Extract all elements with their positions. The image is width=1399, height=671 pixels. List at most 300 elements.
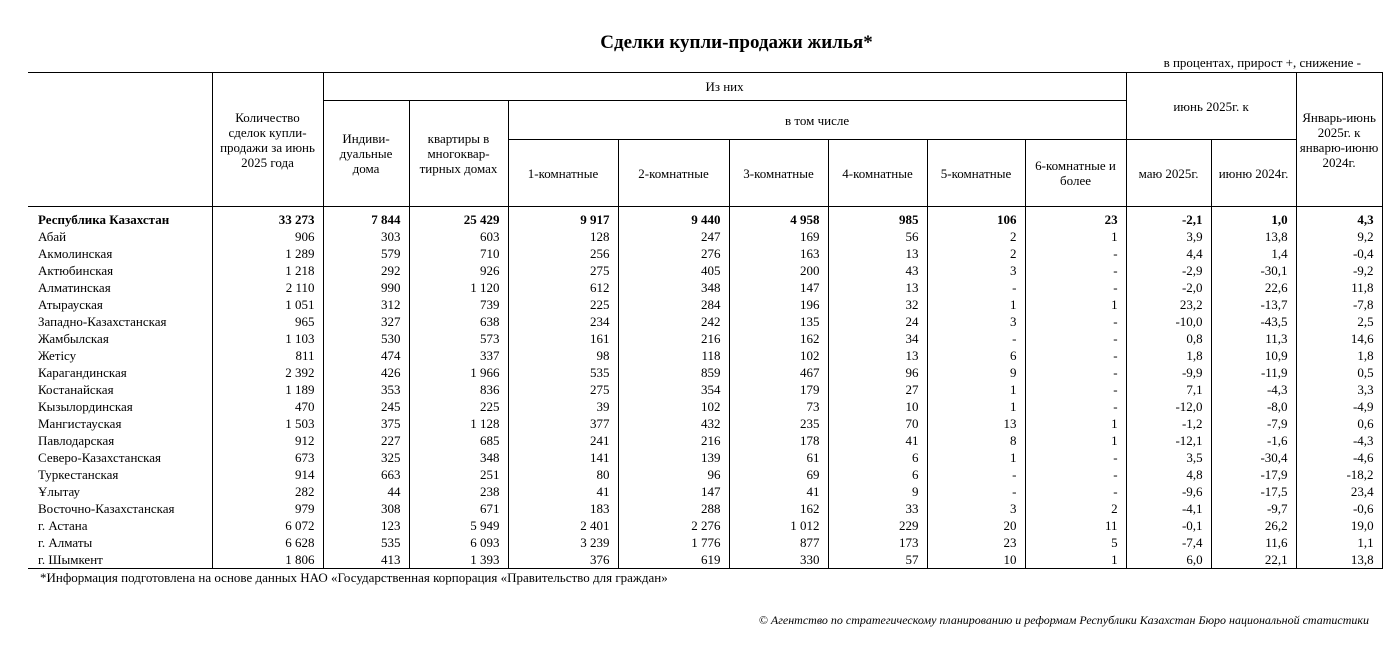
table-row <box>28 262 1382 279</box>
table-cell: 673 <box>212 449 323 466</box>
table-cell: - <box>1025 364 1126 381</box>
table-cell: 14,6 <box>1296 330 1382 347</box>
table-cell: 906 <box>212 228 323 245</box>
table-cell: 2 401 <box>508 517 618 534</box>
region-name: Республика Казахстан <box>28 207 212 229</box>
table-cell: 0,5 <box>1296 364 1382 381</box>
table-cell: 225 <box>508 296 618 313</box>
table-cell: 9 <box>828 483 927 500</box>
table-cell: -8,0 <box>1211 398 1296 415</box>
table-cell: 10,9 <box>1211 347 1296 364</box>
page-title: Сделки купли-продажи жилья* <box>600 32 873 53</box>
table-cell: 376 <box>508 551 618 569</box>
header-of-them: Из них <box>323 73 1126 101</box>
header-rooms-2: 2-комнатные <box>618 140 729 207</box>
table-cell: 0,6 <box>1296 415 1382 432</box>
table-cell: -4,1 <box>1126 500 1211 517</box>
table-cell: - <box>927 330 1025 347</box>
header-apartments: квартиры в многоквар-тирных домах <box>409 101 508 207</box>
header-rooms-4: 4-комнатные <box>828 140 927 207</box>
table-cell: 535 <box>323 534 409 551</box>
table-cell: 5 949 <box>409 517 508 534</box>
table-cell: 229 <box>828 517 927 534</box>
table-cell: 24 <box>828 313 927 330</box>
table-cell: -17,5 <box>1211 483 1296 500</box>
table-cell: 685 <box>409 432 508 449</box>
table-cell: 141 <box>508 449 618 466</box>
table-cell: -1,6 <box>1211 432 1296 449</box>
table-cell: -9,6 <box>1126 483 1211 500</box>
region-name: Актюбинская <box>28 262 212 279</box>
table-cell: 242 <box>618 313 729 330</box>
table-cell: 69 <box>729 466 828 483</box>
table-cell: 6 <box>828 466 927 483</box>
header-jan-jun: Январь-июнь 2025г. к январю-июню 2024г. <box>1296 73 1382 207</box>
table-row <box>28 551 1382 569</box>
table-cell: 26,2 <box>1211 517 1296 534</box>
table-cell: 284 <box>618 296 729 313</box>
table-cell: - <box>1025 398 1126 415</box>
table-cell: 619 <box>618 551 729 569</box>
table-cell: 282 <box>212 483 323 500</box>
table-cell: -0,6 <box>1296 500 1382 517</box>
table-cell: - <box>1025 313 1126 330</box>
table-cell: 13 <box>828 347 927 364</box>
table-cell: 123 <box>323 517 409 534</box>
table-cell: 106 <box>927 207 1025 229</box>
table-cell: 914 <box>212 466 323 483</box>
table-cell: 43 <box>828 262 927 279</box>
table-cell: -4,3 <box>1296 432 1382 449</box>
table-cell: 348 <box>618 279 729 296</box>
table-cell: 3 <box>927 500 1025 517</box>
table-cell: 288 <box>618 500 729 517</box>
region-header-cell <box>28 73 212 207</box>
table-cell: 836 <box>409 381 508 398</box>
table-cell: 1 966 <box>409 364 508 381</box>
table-cell: 96 <box>828 364 927 381</box>
table-cell: 247 <box>618 228 729 245</box>
table-cell: 470 <box>212 398 323 415</box>
table-cell: 39 <box>508 398 618 415</box>
table-cell: 216 <box>618 432 729 449</box>
table-cell: 169 <box>729 228 828 245</box>
table-cell: 1 <box>927 449 1025 466</box>
table-cell: 1 120 <box>409 279 508 296</box>
table-cell: 638 <box>409 313 508 330</box>
region-name: Акмолинская <box>28 245 212 262</box>
table-row <box>28 432 1382 449</box>
table-cell: 1 051 <box>212 296 323 313</box>
table-row <box>28 500 1382 517</box>
table-cell: 877 <box>729 534 828 551</box>
table-cell: 1,8 <box>1126 347 1211 364</box>
table-cell: - <box>1025 466 1126 483</box>
table-cell: 225 <box>409 398 508 415</box>
region-name: г. Шымкент <box>28 551 212 569</box>
table-cell: 1 <box>927 296 1025 313</box>
region-name: Атырауская <box>28 296 212 313</box>
region-name: Кызылординская <box>28 398 212 415</box>
table-cell: 9 917 <box>508 207 618 229</box>
table-cell: 135 <box>729 313 828 330</box>
table-cell: 990 <box>323 279 409 296</box>
table-cell: 179 <box>729 381 828 398</box>
table-cell: - <box>1025 483 1126 500</box>
table-cell: 1,8 <box>1296 347 1382 364</box>
table-cell: 1 <box>1025 228 1126 245</box>
table-cell: 612 <box>508 279 618 296</box>
table-cell: 61 <box>729 449 828 466</box>
table-cell: -2,0 <box>1126 279 1211 296</box>
region-name: Жетісу <box>28 347 212 364</box>
table-cell: 1,1 <box>1296 534 1382 551</box>
region-name: Ұлытау <box>28 483 212 500</box>
region-name: Алматинская <box>28 279 212 296</box>
table-cell: 276 <box>618 245 729 262</box>
table-cell: 573 <box>409 330 508 347</box>
table-cell: 147 <box>618 483 729 500</box>
table-cell: 1 776 <box>618 534 729 551</box>
table-cell: 200 <box>729 262 828 279</box>
table-row <box>28 228 1382 245</box>
table-cell: - <box>1025 279 1126 296</box>
table-cell: 245 <box>323 398 409 415</box>
table-cell: -13,7 <box>1211 296 1296 313</box>
header-june-2024: июню 2024г. <box>1211 140 1296 207</box>
table-cell: 11,3 <box>1211 330 1296 347</box>
housing-sales-table <box>28 72 1383 569</box>
table-cell: 4,4 <box>1126 245 1211 262</box>
region-name: Восточно-Казахстанская <box>28 500 212 517</box>
table-cell: - <box>1025 347 1126 364</box>
table-cell: 6 093 <box>409 534 508 551</box>
table-cell: 23 <box>1025 207 1126 229</box>
header-june-to: июнь 2025г. к <box>1126 73 1296 140</box>
table-cell: 2 <box>927 228 1025 245</box>
table-cell: 2 392 <box>212 364 323 381</box>
table-cell: 671 <box>409 500 508 517</box>
table-cell: 32 <box>828 296 927 313</box>
table-cell: 1 103 <box>212 330 323 347</box>
table-cell: 4 958 <box>729 207 828 229</box>
table-cell: 25 429 <box>409 207 508 229</box>
table-cell: 1 218 <box>212 262 323 279</box>
table-cell: 23,2 <box>1126 296 1211 313</box>
table-row <box>28 364 1382 381</box>
table-cell: -17,9 <box>1211 466 1296 483</box>
table-cell: 3,9 <box>1126 228 1211 245</box>
table-cell: 238 <box>409 483 508 500</box>
table-cell: 33 273 <box>212 207 323 229</box>
table-row <box>28 330 1382 347</box>
table-cell: - <box>1025 381 1126 398</box>
table-cell: - <box>1025 262 1126 279</box>
table-row <box>28 296 1382 313</box>
table-cell: 4,8 <box>1126 466 1211 483</box>
table-cell: 11,6 <box>1211 534 1296 551</box>
table-cell: 275 <box>508 262 618 279</box>
table-cell: 183 <box>508 500 618 517</box>
table-cell: 11 <box>1025 517 1126 534</box>
table-cell: 6 072 <box>212 517 323 534</box>
table-cell: -0,1 <box>1126 517 1211 534</box>
header-individual: Индиви-дуальные дома <box>323 101 409 207</box>
region-name: Павлодарская <box>28 432 212 449</box>
table-cell: 405 <box>618 262 729 279</box>
table-cell: 19,0 <box>1296 517 1382 534</box>
table-row <box>28 449 1382 466</box>
table-cell: 308 <box>323 500 409 517</box>
table-cell: 6,0 <box>1126 551 1211 569</box>
table-cell: 1 503 <box>212 415 323 432</box>
region-name: Мангистауская <box>28 415 212 432</box>
table-cell: 80 <box>508 466 618 483</box>
table-cell: 118 <box>618 347 729 364</box>
table-cell: 162 <box>729 500 828 517</box>
table-cell: 13,8 <box>1211 228 1296 245</box>
table-cell: 432 <box>618 415 729 432</box>
table-cell: - <box>927 466 1025 483</box>
table-cell: -4,6 <box>1296 449 1382 466</box>
header-count: Количество сделок купли-продажи за июнь 2025 года <box>212 73 323 207</box>
table-cell: 6 628 <box>212 534 323 551</box>
table-row <box>28 415 1382 432</box>
table-cell: 3 <box>927 313 1025 330</box>
table-cell: 985 <box>828 207 927 229</box>
copyright-note: © Агентство по стратегическому планированию и реформам Республики Казахстан Бюро национальной статистики <box>758 613 1369 627</box>
table-cell: 13,8 <box>1296 551 1382 569</box>
table-cell: -43,5 <box>1211 313 1296 330</box>
table-cell: 275 <box>508 381 618 398</box>
header-rooms-1: 1-комнатные <box>508 140 618 207</box>
region-name: г. Алматы <box>28 534 212 551</box>
table-cell: 2 110 <box>212 279 323 296</box>
table-cell: 41 <box>729 483 828 500</box>
table-cell: -12,0 <box>1126 398 1211 415</box>
table-row <box>28 483 1382 500</box>
header-including: в том числе <box>508 101 1126 140</box>
table-cell: 70 <box>828 415 927 432</box>
table-cell: 11,8 <box>1296 279 1382 296</box>
table-cell: 73 <box>729 398 828 415</box>
table-cell: -12,1 <box>1126 432 1211 449</box>
table-cell: 241 <box>508 432 618 449</box>
table-cell: 4,3 <box>1296 207 1382 229</box>
table-cell: 1,0 <box>1211 207 1296 229</box>
table-cell: 2 276 <box>618 517 729 534</box>
table-cell: 6 <box>828 449 927 466</box>
table-row <box>28 347 1382 364</box>
table-cell: -2,1 <box>1126 207 1211 229</box>
region-name: Западно-Казахстанская <box>28 313 212 330</box>
table-cell: -30,4 <box>1211 449 1296 466</box>
table-cell: 7 844 <box>323 207 409 229</box>
table-cell: -7,4 <box>1126 534 1211 551</box>
region-name: Абай <box>28 228 212 245</box>
table-cell: 1 189 <box>212 381 323 398</box>
table-cell: 912 <box>212 432 323 449</box>
table-cell: 354 <box>618 381 729 398</box>
region-name: Жамбылская <box>28 330 212 347</box>
table-cell: -0,4 <box>1296 245 1382 262</box>
table-cell: 27 <box>828 381 927 398</box>
table-cell: -4,9 <box>1296 398 1382 415</box>
table-cell: 530 <box>323 330 409 347</box>
table-row <box>28 398 1382 415</box>
table-row <box>28 466 1382 483</box>
region-name: Северо-Казахстанская <box>28 449 212 466</box>
table-cell: 235 <box>729 415 828 432</box>
table-cell: 13 <box>927 415 1025 432</box>
table-cell: 710 <box>409 245 508 262</box>
table-cell: 979 <box>212 500 323 517</box>
table-cell: 292 <box>323 262 409 279</box>
table-cell: 603 <box>409 228 508 245</box>
table-cell: 173 <box>828 534 927 551</box>
table-cell: -7,9 <box>1211 415 1296 432</box>
table-cell: 2 <box>927 245 1025 262</box>
table-cell: 10 <box>927 551 1025 569</box>
table-cell: 8 <box>927 432 1025 449</box>
table-cell: 303 <box>323 228 409 245</box>
table-cell: 353 <box>323 381 409 398</box>
table-cell: 1 <box>927 398 1025 415</box>
table-cell: 377 <box>508 415 618 432</box>
region-name: Костанайская <box>28 381 212 398</box>
table-cell: 3 239 <box>508 534 618 551</box>
table-cell: 811 <box>212 347 323 364</box>
table-cell: 348 <box>409 449 508 466</box>
table-cell: -4,3 <box>1211 381 1296 398</box>
table-cell: 965 <box>212 313 323 330</box>
table-cell: 535 <box>508 364 618 381</box>
table-cell: 1 <box>1025 551 1126 569</box>
table-cell: 3,5 <box>1126 449 1211 466</box>
footnote: *Информация подготовлена на основе данных НАО «Государственная корпорация «Правительство для граждан» <box>40 570 668 585</box>
table-row <box>28 517 1382 534</box>
table-cell: 41 <box>508 483 618 500</box>
table-cell: 13 <box>828 279 927 296</box>
table-cell: 162 <box>729 330 828 347</box>
table-cell: 22,1 <box>1211 551 1296 569</box>
table-cell: 0,8 <box>1126 330 1211 347</box>
table-cell: 337 <box>409 347 508 364</box>
table-cell: 196 <box>729 296 828 313</box>
table-cell: 57 <box>828 551 927 569</box>
header-rooms-5: 5-комнатные <box>927 140 1025 207</box>
table-cell: 426 <box>323 364 409 381</box>
table-row <box>28 313 1382 330</box>
table-cell: 9,2 <box>1296 228 1382 245</box>
table-row <box>28 381 1382 398</box>
table-cell: 163 <box>729 245 828 262</box>
table-cell: 227 <box>323 432 409 449</box>
table-cell: 375 <box>323 415 409 432</box>
table-cell: -9,7 <box>1211 500 1296 517</box>
table-cell: 178 <box>729 432 828 449</box>
table-cell: 1,4 <box>1211 245 1296 262</box>
table-cell: 33 <box>828 500 927 517</box>
table-cell: 330 <box>729 551 828 569</box>
table-cell: -10,0 <box>1126 313 1211 330</box>
region-name: Туркестанская <box>28 466 212 483</box>
table-cell: 34 <box>828 330 927 347</box>
table-cell: 251 <box>409 466 508 483</box>
table-cell: 1 806 <box>212 551 323 569</box>
table-row <box>28 245 1382 262</box>
table-row <box>28 279 1382 296</box>
table-cell: 312 <box>323 296 409 313</box>
region-name: Карагандинская <box>28 364 212 381</box>
unit-note: в процентах, прирост +, снижение - <box>1163 55 1361 70</box>
table-cell: 1 393 <box>409 551 508 569</box>
table-cell: 1 128 <box>409 415 508 432</box>
header-rooms-6: 6-комнатные и более <box>1025 140 1126 207</box>
table-cell: 2 <box>1025 500 1126 517</box>
table-cell: 7,1 <box>1126 381 1211 398</box>
table-cell: 128 <box>508 228 618 245</box>
table-cell: 102 <box>618 398 729 415</box>
table-cell: 6 <box>927 347 1025 364</box>
table-cell: -9,2 <box>1296 262 1382 279</box>
table-cell: 256 <box>508 245 618 262</box>
table-cell: 98 <box>508 347 618 364</box>
table-cell: 474 <box>323 347 409 364</box>
table-cell: 216 <box>618 330 729 347</box>
table-cell: -7,8 <box>1296 296 1382 313</box>
table-cell: 739 <box>409 296 508 313</box>
table-cell: 467 <box>729 364 828 381</box>
table-cell: 926 <box>409 262 508 279</box>
table-cell: 56 <box>828 228 927 245</box>
table-cell: 2,5 <box>1296 313 1382 330</box>
table-cell: 1 <box>1025 415 1126 432</box>
table-cell: 9 440 <box>618 207 729 229</box>
table-cell: 1 289 <box>212 245 323 262</box>
table-cell: - <box>927 483 1025 500</box>
table-cell: 20 <box>927 517 1025 534</box>
table-cell: 161 <box>508 330 618 347</box>
table-cell: 663 <box>323 466 409 483</box>
table-cell: 1 <box>1025 296 1126 313</box>
table-cell: -1,2 <box>1126 415 1211 432</box>
table-cell: 23 <box>927 534 1025 551</box>
table-cell: 1 <box>1025 432 1126 449</box>
table-cell: 22,6 <box>1211 279 1296 296</box>
table-cell: 579 <box>323 245 409 262</box>
region-name: г. Астана <box>28 517 212 534</box>
table-cell: 325 <box>323 449 409 466</box>
table-cell: 5 <box>1025 534 1126 551</box>
table-cell: - <box>927 279 1025 296</box>
header-may: маю 2025г. <box>1126 140 1211 207</box>
table-cell: 234 <box>508 313 618 330</box>
header-rooms-3: 3-комнатные <box>729 140 828 207</box>
table-cell: -30,1 <box>1211 262 1296 279</box>
table-cell: 147 <box>729 279 828 296</box>
table-cell: - <box>1025 245 1126 262</box>
table-cell: 41 <box>828 432 927 449</box>
table-cell: -9,9 <box>1126 364 1211 381</box>
table-cell: 3,3 <box>1296 381 1382 398</box>
table-cell: 9 <box>927 364 1025 381</box>
table-cell: 96 <box>618 466 729 483</box>
table-cell: 10 <box>828 398 927 415</box>
table-cell: - <box>1025 449 1126 466</box>
table-cell: 23,4 <box>1296 483 1382 500</box>
table-row <box>28 534 1382 551</box>
